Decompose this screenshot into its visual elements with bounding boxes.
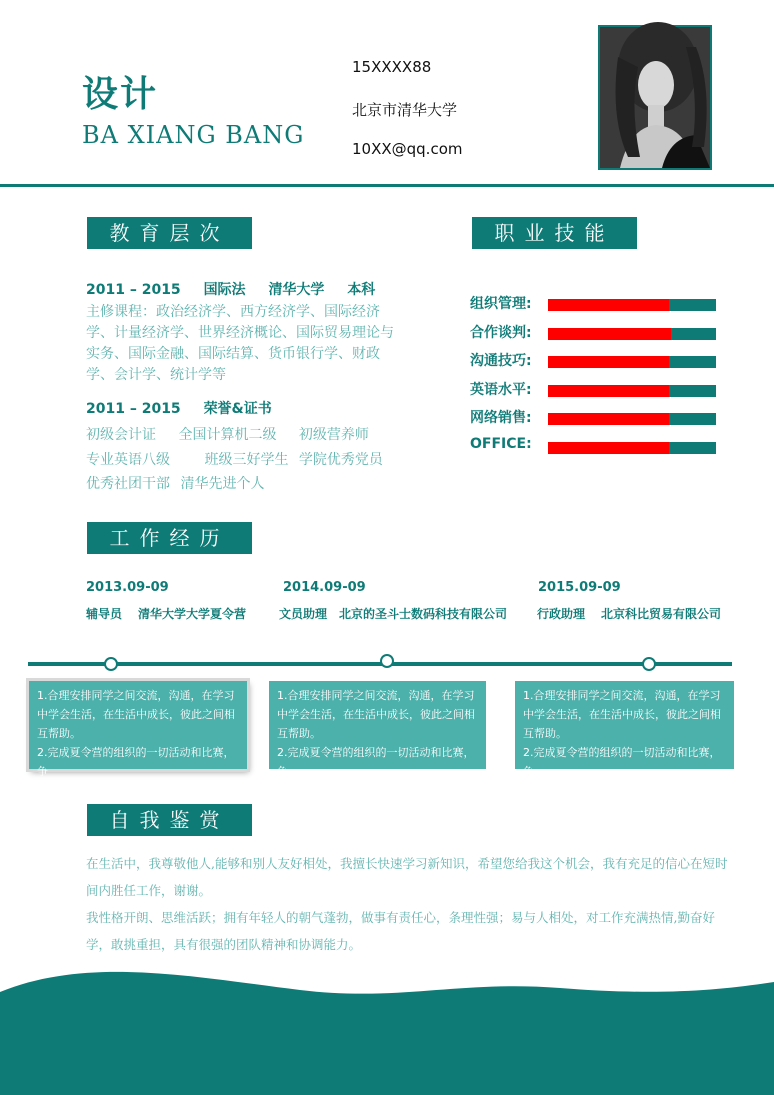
skill-bar-fill	[548, 328, 671, 340]
education-degree: 本科	[347, 282, 376, 298]
job-date: 2014.09-09	[283, 580, 366, 595]
job-card	[269, 681, 486, 778]
section-self: 自我鉴赏	[87, 804, 252, 836]
job-role: 文员助理	[279, 607, 328, 621]
job-org: 北京的圣斗士数码科技有限公司	[339, 607, 508, 621]
skill-bar	[548, 442, 716, 454]
section-education: 教育层次	[87, 217, 252, 249]
skill-bar-fill	[548, 442, 669, 454]
job-date: 2013.09-09	[86, 580, 169, 595]
skill-bar	[548, 299, 716, 311]
skill-bar	[548, 356, 716, 368]
cert-item: 学院优秀党员	[298, 452, 383, 468]
skill-bar	[548, 328, 716, 340]
email: 10XX@qq.com	[352, 140, 463, 158]
skill-bar	[548, 385, 716, 397]
cert-line-1	[86, 424, 387, 444]
profile-photo	[598, 25, 712, 170]
education-row	[86, 279, 393, 299]
skill-bar-fill	[548, 356, 669, 368]
name-cn: 设计	[82, 74, 159, 115]
job-card	[515, 681, 734, 778]
job-desc: 2.完成夏令营的组织的一切活动和比赛，争	[277, 746, 475, 778]
education-major: 国际法	[203, 282, 246, 298]
skill-label: 合作谈判:	[470, 324, 532, 341]
timeline-dot	[104, 657, 118, 671]
address: 北京市清华大学	[352, 101, 458, 119]
honors-years: 2011 – 2015	[86, 401, 181, 417]
education-school: 清华大学	[268, 282, 325, 298]
skill-bar-fill	[548, 385, 669, 397]
education-courses: 主修课程：政治经济学、西方经济学、国际经济学、计量经济学、世界经济概论、国际贸易理论与实务、国际金融、国际结算、货币银行学、财政学、会计学、统计学等	[86, 304, 394, 383]
job-desc: 2.完成夏令营的组织的一切活动和比赛，争	[523, 746, 721, 778]
job-org: 清华大学大学夏令营	[138, 607, 247, 621]
job-title	[537, 605, 737, 622]
education-years: 2011 – 2015	[86, 282, 181, 298]
job-title	[86, 605, 262, 622]
skill-bar-fill	[548, 299, 669, 311]
skill-label: 沟通技巧:	[470, 353, 532, 370]
skill-bar	[548, 413, 716, 425]
skill-label: 组织管理:	[470, 296, 532, 312]
skill-label: OFFICE:	[470, 436, 532, 452]
cert-item: 班级三好学生	[204, 452, 289, 468]
cert-item: 专业英语八级	[86, 452, 170, 468]
job-desc: 1.合理安排同学之间交流，沟通，在学习中学会生活，在生活中成长，彼此之间相互帮助。	[277, 689, 475, 740]
honors-title: 荣誉&证书	[203, 401, 272, 417]
section-work: 工作经历	[87, 522, 252, 554]
honors-row	[86, 398, 290, 418]
job-desc: 1.合理安排同学之间交流，沟通，在学习中学会生活，在生活中成长，彼此之间相互帮助。	[37, 689, 235, 740]
job-desc: 2.完成夏令营的组织的一切活动和比赛，争	[37, 746, 235, 778]
job-role: 辅导员	[86, 607, 123, 621]
header-divider	[0, 184, 774, 187]
cert-line-2	[86, 449, 401, 469]
job-date: 2015.09-09	[538, 580, 621, 595]
job-card	[29, 681, 247, 778]
self-eval-p1: 在生活中，我尊敬他人,能够和别人友好相处，我擅长快速学习新知识，希望您给我这个机会，我有充足的信心在短时间内胜任工作，谢谢。	[86, 856, 728, 898]
cert-item: 全国计算机二级	[178, 427, 277, 443]
timeline-dot	[380, 654, 394, 668]
job-role: 行政助理	[537, 607, 586, 621]
cert-line-3	[86, 473, 282, 493]
footer-wave	[0, 960, 774, 1095]
cert-item: 优秀社团干部	[86, 476, 170, 492]
job-org: 北京科比贸易有限公司	[601, 607, 722, 621]
portrait-image	[600, 27, 710, 168]
timeline-dot	[642, 657, 656, 671]
skill-label: 英语水平:	[470, 381, 532, 398]
cert-item: 初级营养师	[298, 427, 369, 443]
self-eval-p2: 我性格开朗、思维活跃；拥有年轻人的朝气蓬勃，做事有责任心，条理性强；易与人相处，对工作充满热情,勤奋好学，敢挑重担，具有很强的团队精神和协调能力。	[86, 910, 715, 952]
section-skills: 职业技能	[472, 217, 637, 249]
job-desc: 1.合理安排同学之间交流，沟通，在学习中学会生活，在生活中成长，彼此之间相互帮助。	[523, 689, 721, 740]
cert-item: 初级会计证	[86, 427, 156, 443]
cert-item: 清华先进个人	[180, 476, 265, 492]
phone: 15XXXX88	[352, 58, 432, 76]
skill-label: 网络销售:	[470, 410, 532, 427]
name-en: BA XIANG BANG	[82, 121, 305, 149]
job-title	[279, 605, 523, 622]
skill-bar-fill	[548, 413, 669, 425]
